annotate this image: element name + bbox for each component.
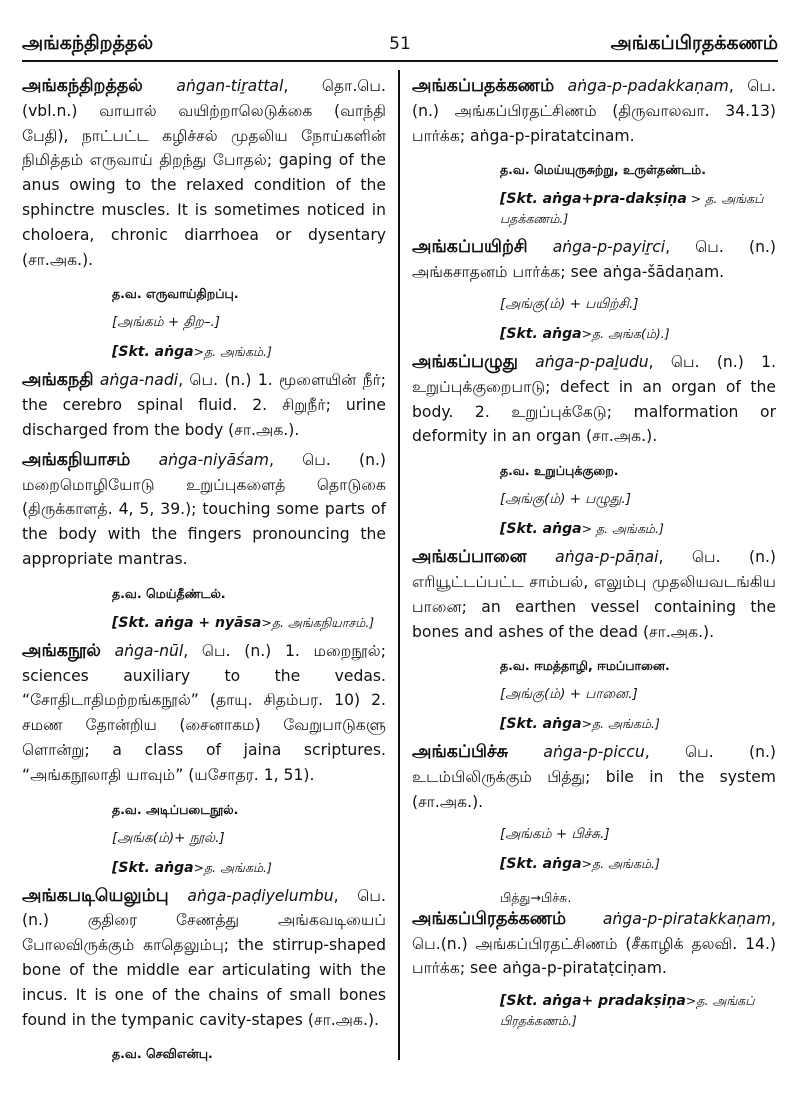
sanskrit-derivation: >த. அங்கநியாசம்.] bbox=[261, 614, 375, 630]
definition: , பெ. (n.) 1. மறைநூல்; sciences auxiliary to the vedas. “சோதிடாதிமற்றங்கநூல்” (தாயு. சிதம்பர. 10) 2. சமண தோன்றிய (சைனாகம) வேறுபாடுகளு ளொன்று; a class of jaina scriptures. “அங்கநூலாதி யாவும்” (யசோதர. 1, 51). bbox=[22, 641, 386, 784]
etymology: [அங்கு(ம்) + பானை.] bbox=[500, 686, 638, 703]
entry-text bbox=[22, 884, 386, 1033]
sanskrit-source: [Skt. aṅga+ pradakṣiṇa bbox=[500, 993, 686, 1010]
sanskrit-derivation: > த. அங்கப் பதக்கணம்.] bbox=[500, 191, 764, 227]
transliteration: aṅga-p-pāṇai bbox=[555, 548, 659, 567]
page-header bbox=[22, 30, 778, 62]
definition: , பெ. (n.) 1. உறுப்புக்குறைபாடு; defect in an organ of the body. 2. உறுப்புக்கேடு; malformation or deformity in an organ (சா.அக.). bbox=[412, 352, 776, 446]
sanskrit-origin bbox=[112, 854, 386, 884]
dictionary-entry bbox=[412, 907, 776, 1037]
sanskrit-derivation: >த. அங்கம்.] bbox=[581, 716, 660, 732]
sanskrit-origin bbox=[500, 320, 776, 350]
transliteration: aṅga-p-padakkaṇam bbox=[567, 77, 729, 95]
sanskrit-source: [Skt. aṅga bbox=[112, 344, 194, 361]
definition: , பெ. (n.) எரியூட்டப்பட்ட சாம்பல், எலும்பு முதலியவடங்கிய பானை; an earthen vessel containing the bones and ashes of the dead (சா.அக.). bbox=[412, 548, 776, 641]
entry-text bbox=[22, 639, 386, 788]
sanskrit-derivation: >த. அங்கம்.] bbox=[193, 344, 272, 360]
definition: , பெ.(n.) அங்கப்பிரதட்சிணம் (சீகாழிக் தலவி. 14.) பார்க்க; see aṅga-p-pirataṭciṇam. bbox=[412, 909, 776, 978]
transliteration: aṅgan-tiṟattal bbox=[176, 77, 284, 95]
definition: , தொ.பெ. (vbl.n.) வாயால் வயிற்றாலெடுக்கை (வாந்தி பேதி), நாட்பட்ட கழிச்சல் முதலிய நோய்களின் நிமித்தம் எருவாய் திறந்து போதல்; gaping of the anus owing to the relaxed condition of the sphinctre muscles. It is sometimes noticed in choloera, chronic diarrhoea or dysentary (சா.அக.). bbox=[22, 77, 386, 269]
sanskrit-derivation: >த. அங்கப் பிரதக்கணம்.] bbox=[500, 993, 755, 1029]
transliteration: aṅga-p-paḻudu bbox=[535, 352, 649, 371]
tamil-equivalent: த.வ. செவிஎன்பு. bbox=[112, 1046, 213, 1062]
dictionary-entry bbox=[22, 639, 386, 884]
entry-text bbox=[412, 235, 776, 285]
etymology: [அங்கு(ம்) + பழுது.] bbox=[500, 491, 632, 508]
dictionary-entry bbox=[22, 448, 386, 639]
transliteration: aṅga-paḍiyelumbu bbox=[187, 886, 334, 905]
sanskrit-origin bbox=[500, 185, 776, 235]
definition: , பெ. (n.) குதிரை சேணத்து அங்கவடியைப் போலவிருக்கும் காதெலும்பு; the stirrup-shaped bone of the middle ear articulating with the incus. It is one of the chains of small bones found in the tympanic cavity-stapes (சா.அக.). bbox=[22, 886, 386, 1029]
dictionary-entry bbox=[22, 74, 386, 368]
headword: அங்கபடியெலும்பு bbox=[22, 885, 169, 906]
header-first-headword: அங்கந்திறத்தல் bbox=[22, 32, 154, 54]
entry-text bbox=[412, 74, 776, 148]
dictionary-entry bbox=[412, 545, 776, 740]
headword: அங்கந்திறத்தல் bbox=[22, 76, 143, 96]
tamil-equivalent: த.வ. மெய்யுருசுற்று, உருள்தண்டம். bbox=[500, 162, 706, 178]
tamil-equivalent: த.வ. எருவாய்திறப்பு. bbox=[112, 286, 239, 302]
derivation-note: பித்து→பிச்சு. bbox=[500, 889, 572, 905]
definition: , பெ. (n.) மறைமொழியோடு உறுப்புகளைத் தொடுகை (திருக்காளத். 4, 5, 39.); touching some parts of the body with the fingers pronouncing the appropriate mantras. bbox=[22, 450, 386, 568]
etymology: [அங்கம் + திற–.] bbox=[112, 314, 221, 331]
sanskrit-source: [Skt. aṅga + nyāsa bbox=[112, 614, 262, 631]
transliteration: aṅga-p-piratakkaṇam bbox=[602, 909, 772, 928]
transliteration: aṅga-p-piccu bbox=[543, 743, 645, 762]
dictionary-entry bbox=[412, 350, 776, 545]
tamil-equivalent: த.வ. மெய்தீண்டல். bbox=[112, 585, 226, 601]
transliteration: aṅga-p-payiṟci bbox=[552, 238, 666, 257]
transliteration: aṅga-nūl bbox=[114, 641, 184, 660]
sanskrit-origin bbox=[500, 710, 776, 740]
headword: அங்கப்பானை bbox=[412, 547, 527, 568]
header-last-headword: அங்கப்பிரதக்கணம் bbox=[610, 32, 778, 54]
sanskrit-origin bbox=[500, 515, 776, 545]
dictionary-entry bbox=[22, 884, 386, 1064]
sanskrit-source: [Skt. aṅga bbox=[112, 859, 194, 876]
entry-text bbox=[22, 74, 386, 272]
sanskrit-origin bbox=[500, 850, 776, 880]
dictionary-entry bbox=[412, 235, 776, 350]
entry-text bbox=[22, 448, 386, 572]
transliteration: aṅga-nadi bbox=[99, 371, 179, 390]
entry-text bbox=[412, 545, 776, 644]
sanskrit-derivation: >த. அங்க(ம்).] bbox=[581, 325, 670, 341]
headword: அங்கநதி bbox=[22, 370, 94, 391]
etymology: [அங்கு(ம்) + பயிற்சி.] bbox=[500, 295, 639, 312]
definition: , பெ. (n.) அங்கசாதனம் பார்க்க; see aṅga-šādaṇam. bbox=[412, 238, 776, 282]
sanskrit-source: [Skt. aṅga bbox=[500, 855, 582, 872]
tamil-equivalent: த.வ. உறுப்புக்குறை. bbox=[500, 463, 619, 479]
definition: , பெ. (n.) 1. மூளையின் நீர்; the cerebro spinal fluid. 2. சிறுநீர்; urine discharged from the body (சா.அக.). bbox=[22, 371, 386, 439]
sanskrit-derivation: > த. அங்கம்.] bbox=[581, 521, 664, 537]
sanskrit-origin bbox=[112, 338, 386, 368]
right-column bbox=[412, 74, 776, 1037]
headword: அங்கப்பிரதக்கணம் bbox=[412, 908, 567, 929]
sanskrit-origin bbox=[112, 609, 386, 639]
page-number: 51 bbox=[389, 34, 411, 54]
definition: , பெ. (n.) உடம்பிலிருக்கும் பித்து; bile in the system (சா.அக.). bbox=[412, 743, 776, 811]
etymology: [அங்க(ம்)+ நூல்.] bbox=[112, 829, 225, 846]
definition: , பெ.(n.) அங்கப்பிரதட்சிணம் (திருவாலவா. 34.13) பார்க்க; aṅga-p-piratatcinam. bbox=[412, 77, 776, 145]
headword: அங்கப்பழுது bbox=[412, 351, 518, 372]
transliteration: aṅga-niyāśam bbox=[158, 450, 269, 469]
sanskrit-derivation: >த. அங்கம்.] bbox=[193, 859, 272, 875]
tamil-equivalent: த.வ. அடிப்படைநூல். bbox=[112, 801, 239, 817]
entry-text bbox=[412, 740, 776, 814]
headword: அங்கநியாசம் bbox=[22, 449, 131, 470]
sanskrit-source: [Skt. aṅga+pra-dakṣiṇa bbox=[500, 191, 687, 208]
etymology: [அங்கம் + பிச்சு.] bbox=[500, 825, 610, 842]
headword: அங்கப்பயிற்சி bbox=[412, 237, 528, 258]
headword: அங்கப்பிச்சு bbox=[412, 742, 509, 763]
headword: அங்கநூல் bbox=[22, 640, 101, 661]
sanskrit-source: [Skt. aṅga bbox=[500, 521, 582, 538]
sanskrit-derivation: >த. அங்கம்.] bbox=[581, 855, 660, 871]
dictionary-entry bbox=[22, 368, 386, 442]
column-divider bbox=[398, 70, 400, 1060]
sanskrit-origin bbox=[500, 987, 776, 1037]
headword: அங்கப்பதக்கணம் bbox=[412, 76, 555, 96]
entry-text bbox=[412, 907, 776, 981]
dictionary-entry bbox=[412, 740, 776, 906]
entry-text bbox=[22, 368, 386, 442]
tamil-equivalent: த.வ. ஈமத்தாழி, ஈமப்பானை. bbox=[500, 658, 670, 674]
left-column bbox=[22, 74, 386, 1063]
sanskrit-source: [Skt. aṅga bbox=[500, 325, 582, 342]
dictionary-entry bbox=[412, 74, 776, 235]
sanskrit-source: [Skt. aṅga bbox=[500, 716, 582, 733]
entry-text bbox=[412, 350, 776, 449]
